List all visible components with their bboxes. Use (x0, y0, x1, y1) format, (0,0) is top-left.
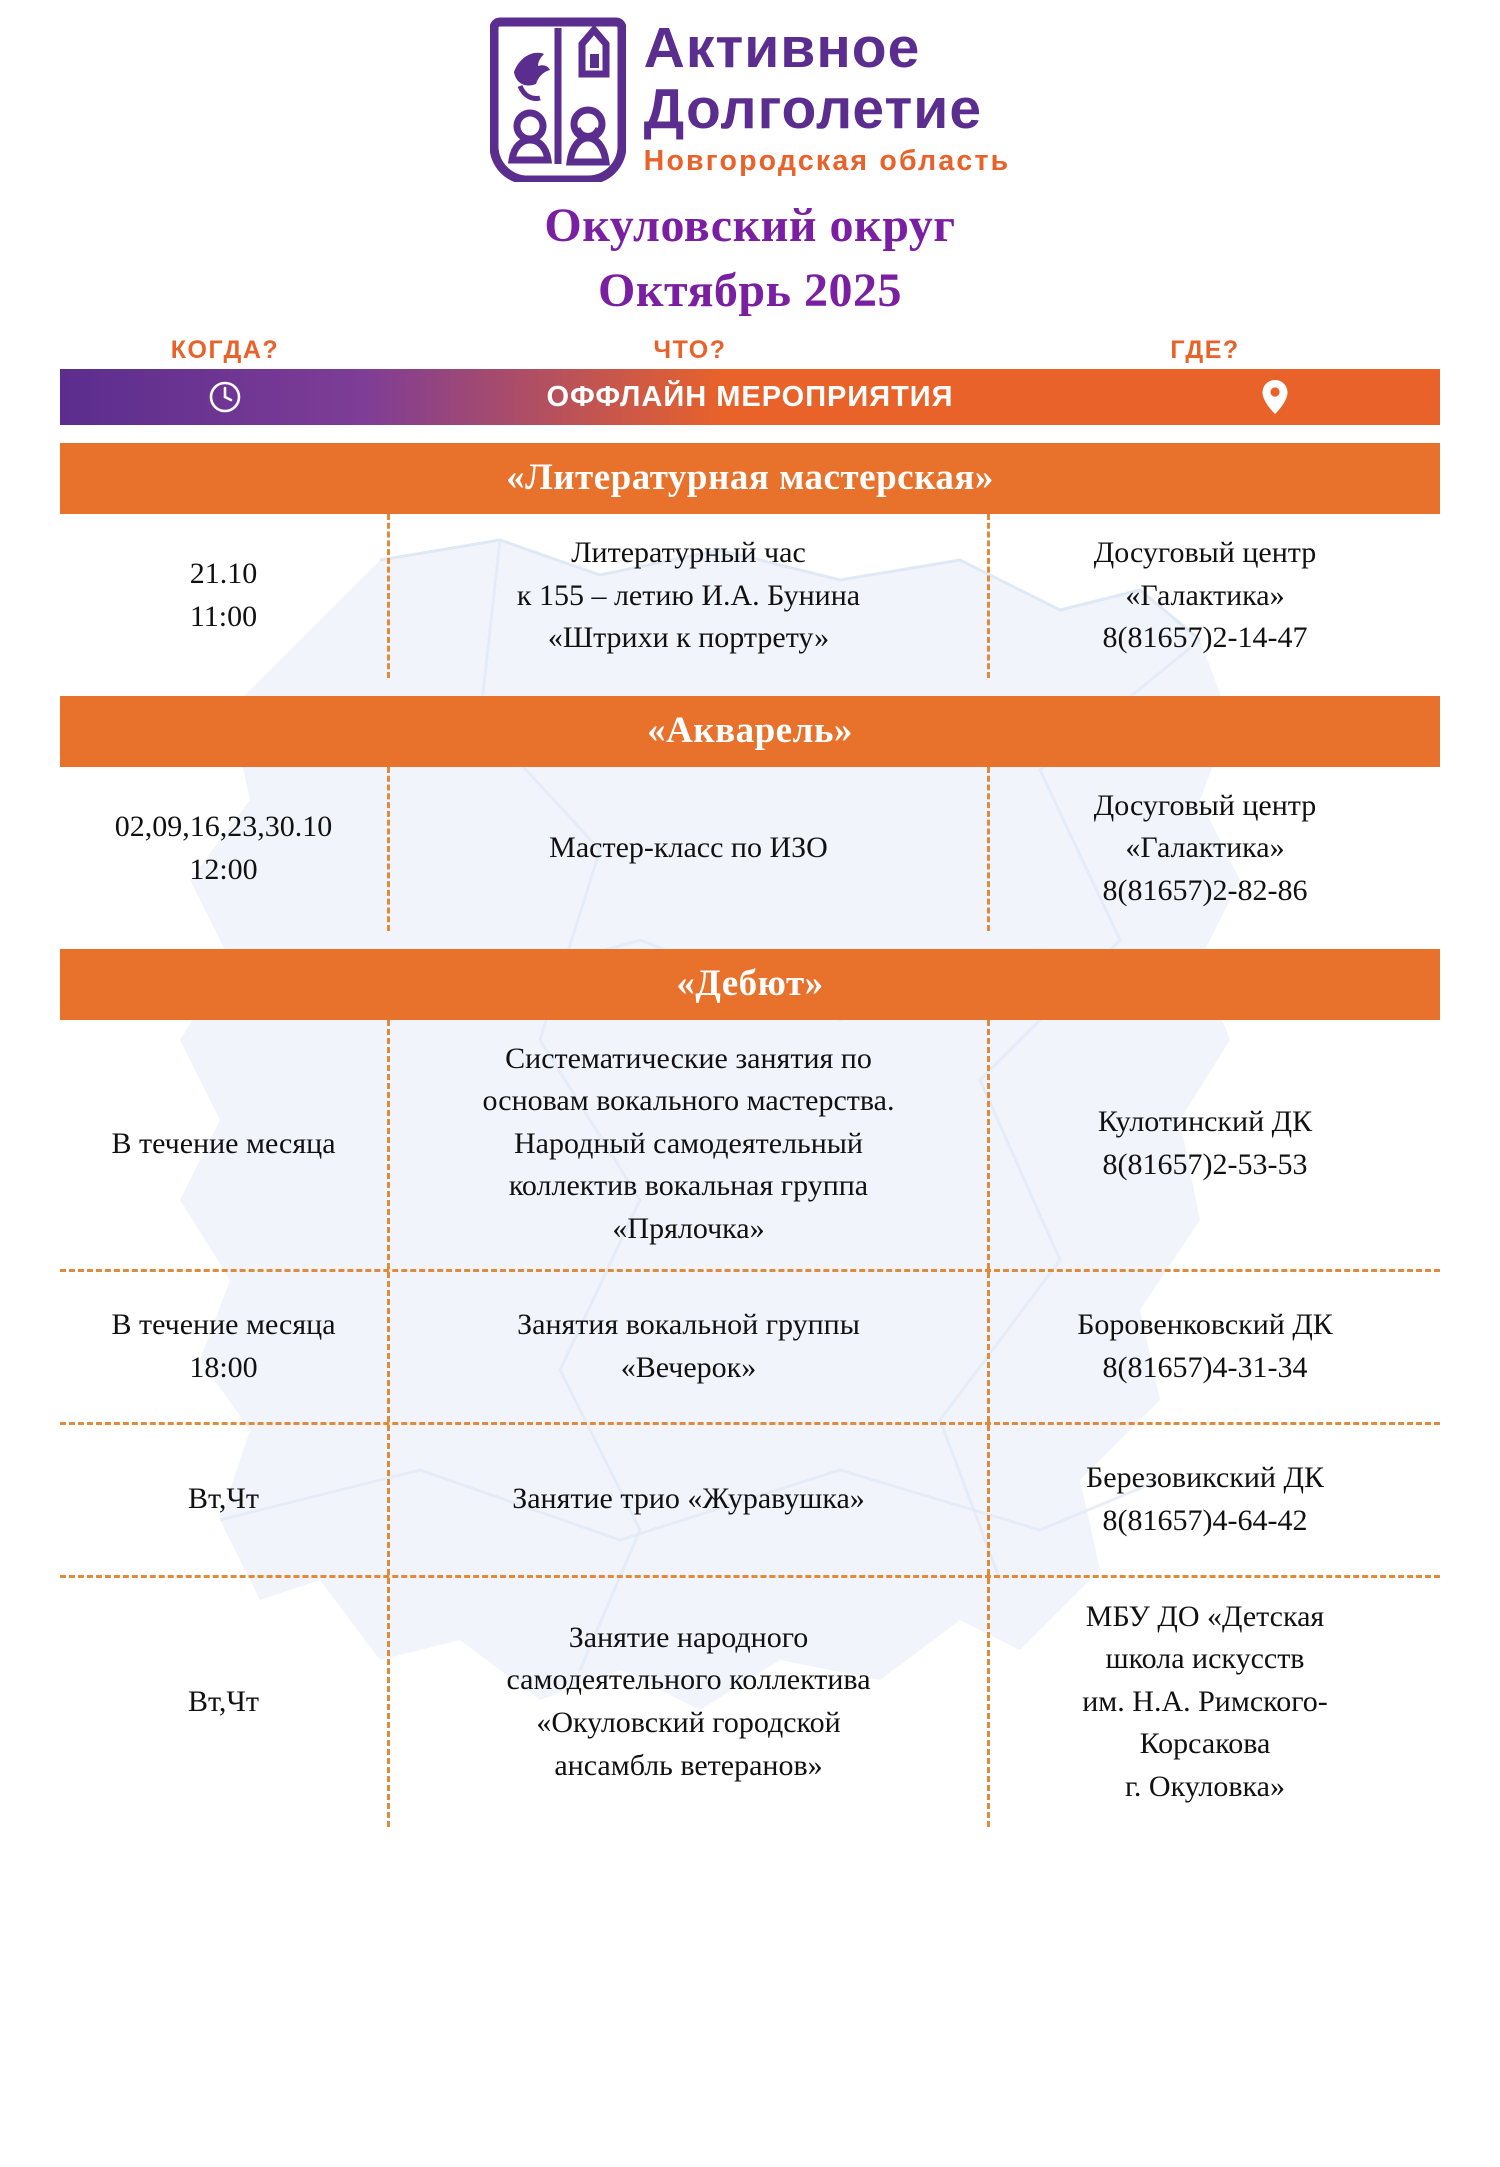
when-line: 02,09,16,23,30.10 (114, 810, 333, 844)
cell-when (60, 1425, 390, 1575)
what-line: «Окуловский городской (536, 1706, 841, 1740)
logo-line-1: Активное (643, 16, 921, 81)
group-header: «Акварель» (60, 696, 1440, 767)
where-line: Корсакова (1139, 1727, 1271, 1761)
what-line: Народный самодеятельный (514, 1126, 863, 1160)
cell-what (390, 1425, 990, 1575)
where-phone: 8(81657)2-53-53 (1102, 1148, 1308, 1182)
book-with-bird-and-people-icon (490, 14, 626, 182)
what-line: Занятие народного (568, 1620, 809, 1654)
cell-what (390, 1020, 990, 1269)
location-pin-icon (1110, 378, 1440, 416)
where-line: Боровенковский ДК (1077, 1307, 1333, 1341)
cell-where (990, 1020, 1420, 1269)
column-captions (60, 336, 1440, 365)
cell-when (60, 767, 390, 931)
table-row (60, 1575, 1440, 1827)
what-line: основам вокального мастерства. (482, 1084, 895, 1118)
where-line: «Галактика» (1125, 578, 1285, 612)
where-phone: 8(81657)4-64-42 (1102, 1503, 1308, 1537)
page-title: Окуловский округ (544, 199, 956, 252)
cell-when (60, 1578, 390, 1827)
table-row (60, 1422, 1440, 1575)
when-line: В течение месяца (111, 1307, 336, 1341)
offline-bar-label: ОФФЛАЙН МЕРОПРИЯТИЯ (546, 380, 954, 413)
logo-line-2: Долголетие (643, 77, 983, 142)
what-line: Мастер-класс по ИЗО (549, 831, 828, 865)
brand-logo (0, 0, 1500, 182)
when-line: 11:00 (189, 599, 258, 633)
where-line: «Галактика» (1125, 831, 1285, 865)
when-line: Вт,Чт (188, 1482, 259, 1516)
page-subtitle: Октябрь 2025 (598, 264, 902, 317)
cell-when (60, 1020, 390, 1269)
where-line: Березовикский ДК (1086, 1460, 1324, 1494)
logo-line-3: Новгородская область (643, 145, 1011, 178)
what-line: Систематические занятия по (505, 1041, 872, 1075)
cell-where (990, 1578, 1420, 1827)
what-line: «Вечерок» (620, 1350, 757, 1384)
when-line: Вт,Чт (188, 1684, 259, 1718)
what-line: «Штрихи к портрету» (547, 621, 830, 655)
what-line: «Прялочка» (612, 1211, 765, 1245)
when-line: 18:00 (189, 1350, 258, 1384)
caption-what: ЧТО? (653, 336, 727, 364)
where-line: школа искусств (1105, 1642, 1305, 1676)
cell-where (990, 767, 1420, 931)
cell-what (390, 767, 990, 931)
events-table (60, 443, 1440, 1827)
when-line: 12:00 (189, 852, 258, 886)
offline-events-bar (60, 369, 1440, 425)
what-line: самодеятельного коллектива (506, 1663, 871, 1697)
table-row (60, 514, 1440, 678)
what-line: ансамбль ветеранов» (554, 1748, 823, 1782)
cell-where (990, 514, 1420, 678)
where-line: Досуговый центр (1093, 536, 1317, 569)
cell-when (60, 1272, 390, 1422)
what-line: к 155 – летию И.А. Бунина (516, 578, 861, 612)
where-phone: 8(81657)4-31-34 (1102, 1350, 1308, 1384)
where-line: им. Н.А. Римского- (1082, 1684, 1328, 1718)
when-line: 21.10 (189, 557, 258, 591)
when-line: В течение месяца (111, 1126, 336, 1160)
cell-when (60, 514, 390, 678)
caption-where: ГДЕ? (1170, 336, 1240, 364)
cell-what (390, 514, 990, 678)
where-phone: 8(81657)2-14-47 (1102, 621, 1308, 655)
cell-what (390, 1272, 990, 1422)
what-line: Занятие трио «Журавушка» (512, 1482, 865, 1516)
what-line: Литературный час (571, 536, 806, 569)
clock-icon (60, 380, 390, 414)
table-row (60, 1020, 1440, 1269)
table-row (60, 1269, 1440, 1422)
caption-when: КОГДА? (170, 336, 280, 364)
what-line: коллектив вокальная группа (508, 1169, 869, 1203)
group-header: «Дебют» (60, 949, 1440, 1020)
where-phone: 8(81657)2-82-86 (1102, 873, 1308, 907)
table-row (60, 767, 1440, 931)
group-header: «Литературная мастерская» (60, 443, 1440, 514)
where-line: МБУ ДО «Детская (1085, 1599, 1325, 1633)
where-line: г. Окуловка» (1124, 1769, 1285, 1803)
where-line: Досуговый центр (1093, 788, 1317, 822)
what-line: Занятия вокальной группы (517, 1307, 860, 1341)
cell-where (990, 1272, 1420, 1422)
cell-where (990, 1425, 1420, 1575)
where-line: Кулотинский ДК (1097, 1105, 1313, 1139)
cell-what (390, 1578, 990, 1827)
